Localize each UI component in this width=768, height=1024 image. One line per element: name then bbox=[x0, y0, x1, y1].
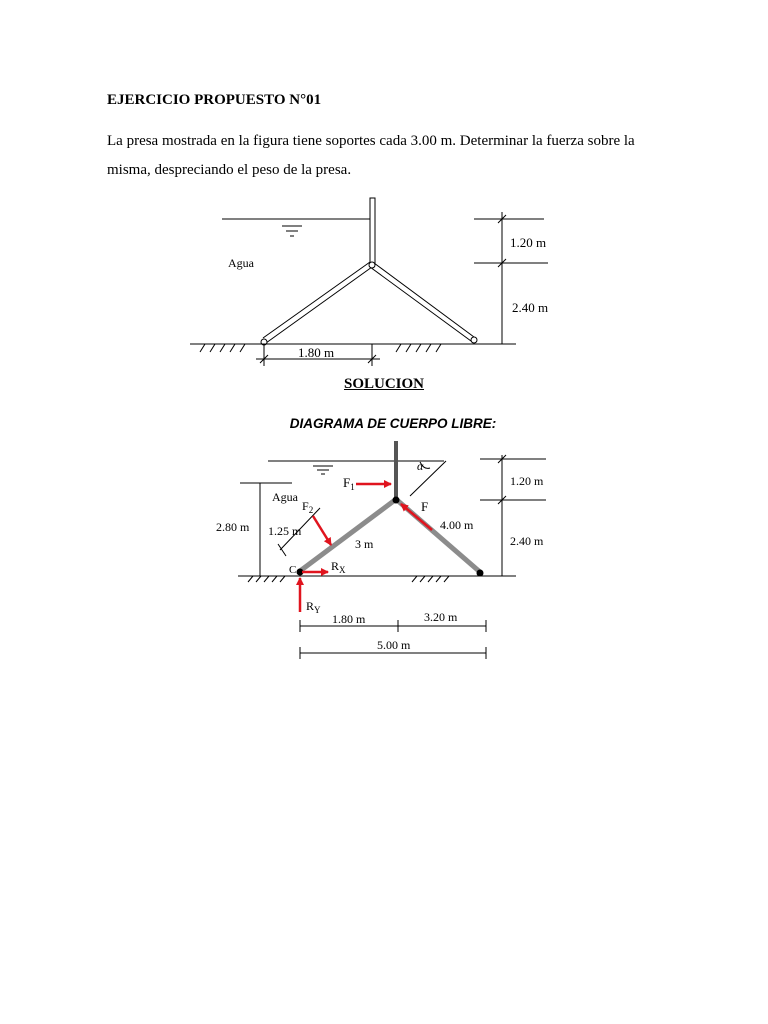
dim-base-label: 1.80 m bbox=[298, 345, 335, 360]
f1-label: $F_1$ bbox=[343, 475, 355, 492]
dim-120-label: 1.20 m bbox=[510, 474, 544, 488]
dam-member-left bbox=[263, 262, 370, 338]
dim-3-label: 3 m bbox=[355, 537, 374, 551]
dim-320-label: 3.20 m bbox=[424, 610, 458, 624]
dim-180-label: 1.80 m bbox=[332, 612, 366, 626]
dim-125-label: 1.25 m bbox=[268, 524, 302, 538]
free-body-diagram bbox=[238, 455, 546, 659]
point-c-label: C bbox=[289, 564, 297, 576]
rx-label: $R_X$ bbox=[331, 559, 346, 575]
member-left-dcl bbox=[300, 500, 395, 571]
dim-500-label: 5.00 m bbox=[377, 638, 411, 652]
water-label-dcl: Agua bbox=[272, 490, 298, 504]
ry-label: $R_Y$ bbox=[306, 599, 321, 615]
dam-figure bbox=[190, 198, 548, 366]
dim-240-label: 2.40 m bbox=[510, 534, 544, 548]
dam-wall bbox=[370, 198, 375, 264]
problem-statement: La presa mostrada en la figura tiene soportes cada 3.00 m. Determinar la fuerza sobre la misma, despreciando el peso de la presa. bbox=[107, 133, 635, 178]
water-label: Agua bbox=[228, 256, 254, 270]
dim-400-label: 4.00 m bbox=[440, 518, 474, 532]
f2-label: $F_2$ bbox=[302, 499, 314, 515]
dim-280-label: 2.80 m bbox=[216, 520, 250, 534]
f-label: F bbox=[421, 499, 429, 514]
exercise-title: EJERCICIO PROPUESTO N°01 bbox=[107, 92, 322, 108]
dam-member-right bbox=[374, 263, 474, 337]
arrow-f2 bbox=[313, 516, 331, 545]
alpha-label: α bbox=[417, 459, 424, 473]
solution-heading: SOLUCION bbox=[343, 376, 425, 392]
dcl-heading: DIAGRAMA DE CUERPO LIBRE: bbox=[289, 416, 497, 431]
dim-top-label: 1.20 m bbox=[510, 235, 547, 250]
joint-right bbox=[477, 570, 484, 577]
joint-top bbox=[393, 497, 400, 504]
dim-height-label: 2.40 m bbox=[512, 300, 549, 315]
